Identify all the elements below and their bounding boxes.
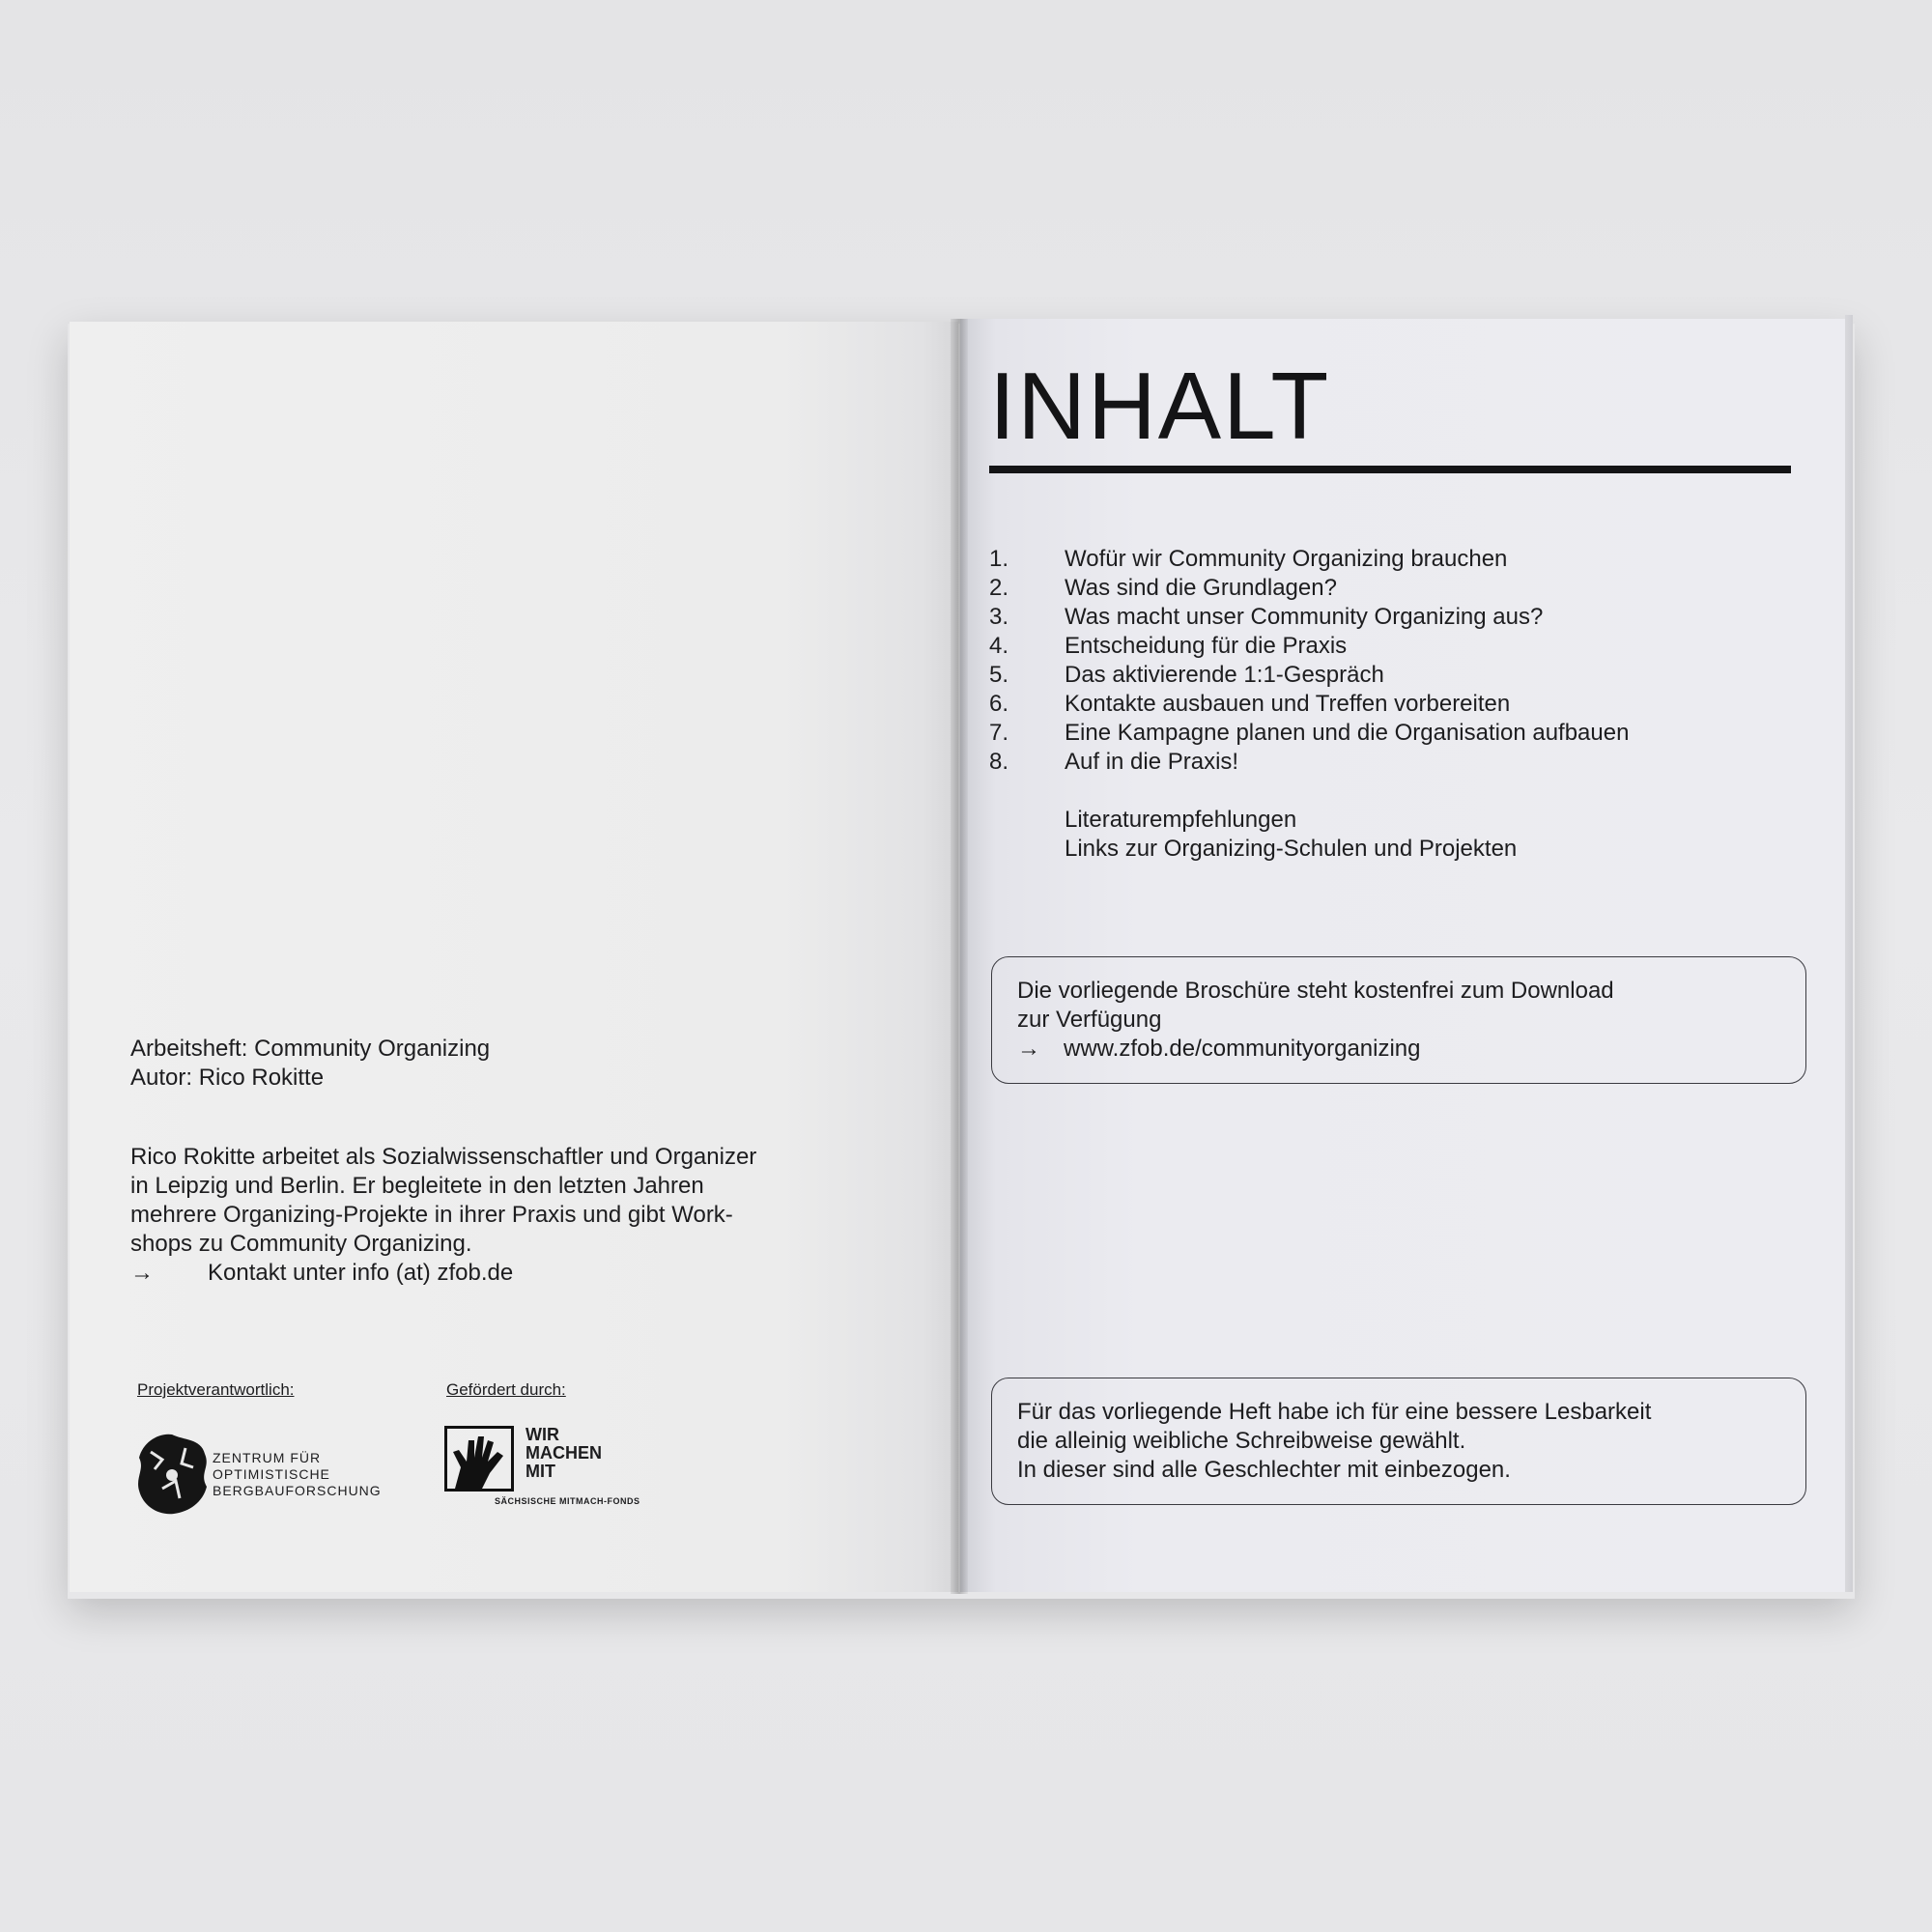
wmm-line: MIT [526,1462,555,1481]
download-info-box [991,956,1806,1084]
label-responsible: Projektverantwortlich: [137,1380,295,1399]
bio-line: shops zu Community Organizing. [130,1231,472,1257]
toc-item [989,661,1801,690]
wmm-logo-text [526,1426,602,1481]
bio-line: Rico Rokitte arbeitet als Sozialwissenschaftler und Organizer [130,1144,757,1170]
toc-text: Eine Kampagne planen und die Organisation aufbauen [1065,720,1630,746]
bio-line: in Leipzig und Berlin. Er begleitete in den letzten Jahren [130,1173,704,1199]
note-line: Für das vorliegende Heft habe ich für eine bessere Lesbarkeit [1017,1399,1652,1425]
toc-extra-item: Literaturempfehlungen [1065,807,1297,833]
toc-number: 2. [989,575,1009,601]
zob-line: OPTIMISTISCHE [213,1466,330,1482]
hand-icon [444,1426,514,1492]
toc-number: 8. [989,749,1009,775]
page-stack-edge [1845,315,1853,1592]
toc-item [989,748,1801,777]
toc-text: Was sind die Grundlagen? [1065,575,1337,601]
zob-line: BERGBAUFORSCHUNG [213,1483,382,1498]
wmm-logo [444,1426,696,1532]
label-funded: Gefördert durch: [446,1380,566,1399]
toc-number: 4. [989,633,1009,659]
toc-item [989,574,1801,603]
toc-extra-item: Links zur Organizing-Schulen und Projekten [1065,836,1518,862]
contact-text: Kontakt unter info (at) zfob.de [208,1260,514,1286]
toc-item [989,690,1801,719]
contact-line [130,1259,865,1288]
right-page [960,319,1849,1592]
note-line: die alleinig weibliche Schreibweise gewählt. [1017,1428,1466,1454]
zob-line: ZENTRUM FÜR [213,1450,322,1465]
toc-text: Das aktivierende 1:1-Gespräch [1065,662,1384,688]
download-line: Die vorliegende Broschüre steht kostenfrei zum Download [1017,978,1614,1004]
zob-logo-text [213,1450,382,1499]
download-url: www.zfob.de/communityorganizing [1064,1036,1421,1062]
note-line: In dieser sind alle Geschlechter mit einbezogen. [1017,1457,1511,1483]
toc-item [989,545,1801,574]
toc-number: 1. [989,546,1009,572]
toc-item [989,603,1801,632]
wmm-line: WIR [526,1425,559,1444]
publication-title: Arbeitsheft: Community Organizing [130,1036,491,1062]
left-page [70,322,958,1592]
toc-text: Kontakte ausbauen und Treffen vorbereiten [1065,691,1511,717]
wmm-logo-subtitle: SÄCHSISCHE MITMACH-FONDS [495,1496,640,1506]
author-bio [130,1143,865,1288]
publication-author: Autor: Rico Rokitte [130,1065,325,1091]
toc-text: Was macht unser Community Organizing aus? [1065,604,1544,630]
toc-text: Entscheidung für die Praxis [1065,633,1348,659]
publication-meta [130,1035,490,1093]
gender-note-box [991,1378,1806,1505]
toc-item [989,632,1801,661]
table-of-contents [989,545,1801,864]
page-title: INHALT [989,353,1331,459]
toc-number: 3. [989,604,1009,630]
download-line: zur Verfügung [1017,1007,1162,1033]
toc-text: Wofür wir Community Organizing brauchen [1065,546,1508,572]
zob-emblem-icon [133,1431,211,1518]
toc-item [989,719,1801,748]
arrow-right-icon: → [1017,1036,1040,1062]
bio-line: mehrere Organizing-Projekte in ihrer Praxis und gibt Work- [130,1202,733,1228]
zob-logo [133,1423,394,1529]
toc-number: 7. [989,720,1009,746]
toc-number: 6. [989,691,1009,717]
title-rule [989,466,1791,473]
toc-number: 5. [989,662,1009,688]
book-gutter [951,319,968,1594]
wmm-line: MACHEN [526,1443,602,1463]
download-link-line [1017,1035,1780,1064]
toc-text: Auf in die Praxis! [1065,749,1239,775]
arrow-right-icon: → [130,1260,154,1286]
